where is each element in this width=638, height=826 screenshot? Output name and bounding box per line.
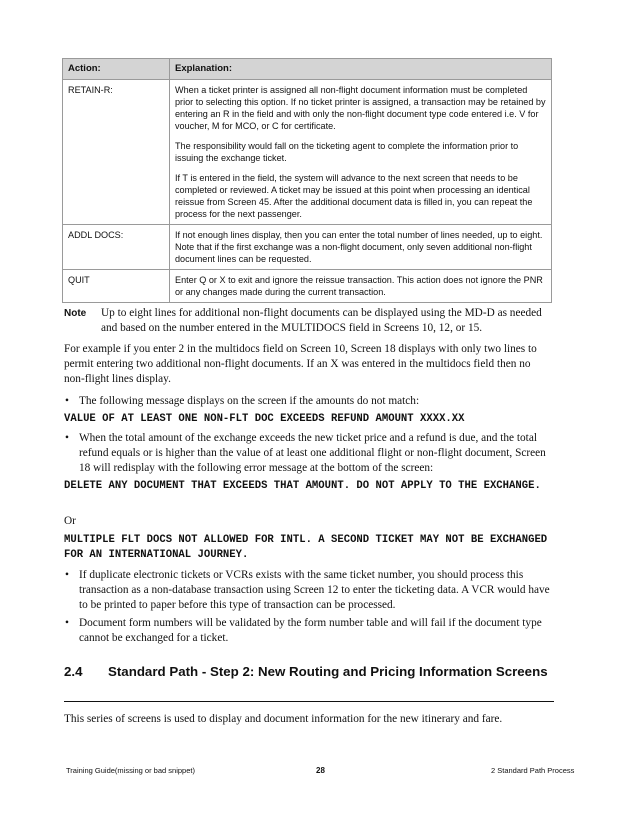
explanation-paragraph: If not enough lines display, then you can enter the total number of lines needed, up to eight. Note that if the first exchange was a non-flight document, only seven additional non-flight document lines can be requested. — [175, 230, 543, 264]
bullet-item — [64, 394, 554, 409]
section-intro: This series of screens is used to display and document information for the new itinerary and fare. — [64, 713, 503, 725]
action-explanation-table — [62, 58, 552, 303]
table-header-row — [63, 59, 552, 80]
bullet-text: The following message displays on the screen if the amounts do not match: — [79, 395, 420, 407]
table-row — [63, 225, 552, 270]
action-cell: RETAIN-R: — [63, 80, 170, 225]
bullet-icon: • — [65, 395, 69, 407]
heading-rule — [64, 701, 554, 702]
footer-right: 2 Standard Path Process — [491, 766, 575, 775]
section-title: Standard Path - Step 2: New Routing and Pricing Information Screens — [108, 664, 548, 679]
note-label: Note — [64, 308, 87, 319]
bullet-icon: • — [65, 569, 69, 581]
bullet-text: When the total amount of the exchange exceeds the new ticket price and a refund is due, and the total refund equals or is higher than the value of at least one additional flight or non-flight document, Screen 18 will redisplay with the following error message at the bottom of the screen: — [79, 432, 546, 474]
bullet-text: Document form numbers will be validated by the form number table and will fail if the document type cannot be exchanged for a ticket. — [79, 617, 542, 644]
section-heading — [64, 662, 554, 682]
explanation-paragraph: When a ticket printer is assigned all non-flight document information must be completed prior to selecting this option. If no ticket printer is assigned, a transaction may be retained by entering an R in the field and with only the non-flight document type code entered i.e. V for voucher, M for MCO, or C for certificate. — [175, 85, 546, 131]
explanation-cell — [170, 80, 552, 225]
section-number: 2.4 — [64, 664, 83, 679]
note-block — [64, 306, 554, 336]
table-row — [63, 80, 552, 225]
bullet-text: If duplicate electronic tickets or VCRs exists with the same ticket number, you should process this transaction as a non-database transaction using Screen 12 to enter the ticketing data. A VCR would have to be printed to paper before this type of transaction can be processed. — [79, 569, 550, 611]
bullet-icon: • — [65, 617, 69, 629]
bullet-item — [64, 616, 554, 646]
body-paragraph: For example if you enter 2 in the multidocs field on Screen 10, Screen 18 displays with only two lines to permit entering two additional non-flight documents. If an X was entered in the multidocs field then no non-flight lines display. — [64, 343, 537, 385]
explanation-paragraph: The responsibility would fall on the ticketing agent to complete the information prior to issuing the exchange ticket. — [175, 141, 519, 163]
column-header-explanation: Explanation: — [170, 59, 552, 80]
action-cell: QUIT — [63, 270, 170, 303]
or-text: Or — [64, 515, 76, 527]
bullet-icon: • — [65, 432, 69, 444]
system-message: VALUE OF AT LEAST ONE NON-FLT DOC EXCEEDS REFUND AMOUNT XXXX.XX — [64, 413, 465, 425]
note-text: Up to eight lines for additional non-flight documents can be displayed using the MD-D as needed and based on the number entered in the MULTIDOCS field in Screens 10, 12, or 15. — [101, 307, 542, 334]
column-header-action: Action: — [63, 59, 170, 80]
system-message: DELETE ANY DOCUMENT THAT EXCEEDS THAT AMOUNT. DO NOT APPLY TO THE EXCHANGE. — [64, 480, 541, 492]
action-cell: ADDL DOCS: — [63, 225, 170, 270]
bullet-item — [64, 431, 554, 476]
bullet-item — [64, 568, 554, 613]
system-message: MULTIPLE FLT DOCS NOT ALLOWED FOR INTL. A SECOND TICKET MAY NOT BE EXCHANGED FOR AN INTERNATIONAL JOURNEY. — [64, 534, 548, 561]
explanation-cell — [170, 225, 552, 270]
explanation-paragraph: Enter Q or X to exit and ignore the reissue transaction. This action does not ignore the PNR or any changes made during the current transaction. — [175, 275, 543, 297]
explanation-cell — [170, 270, 552, 303]
footer-left: Training Guide(missing or bad snippet) — [66, 766, 195, 775]
explanation-paragraph: If T is entered in the field, the system will advance to the next screen that needs to be completed or reviewed. A ticket may be issued at this point when processing an identical reissue from Screen 45. After the additional document data is filled in, you can repeat the process for the next passenger. — [175, 173, 533, 219]
page-number: 28 — [316, 766, 325, 775]
table-row — [63, 270, 552, 303]
